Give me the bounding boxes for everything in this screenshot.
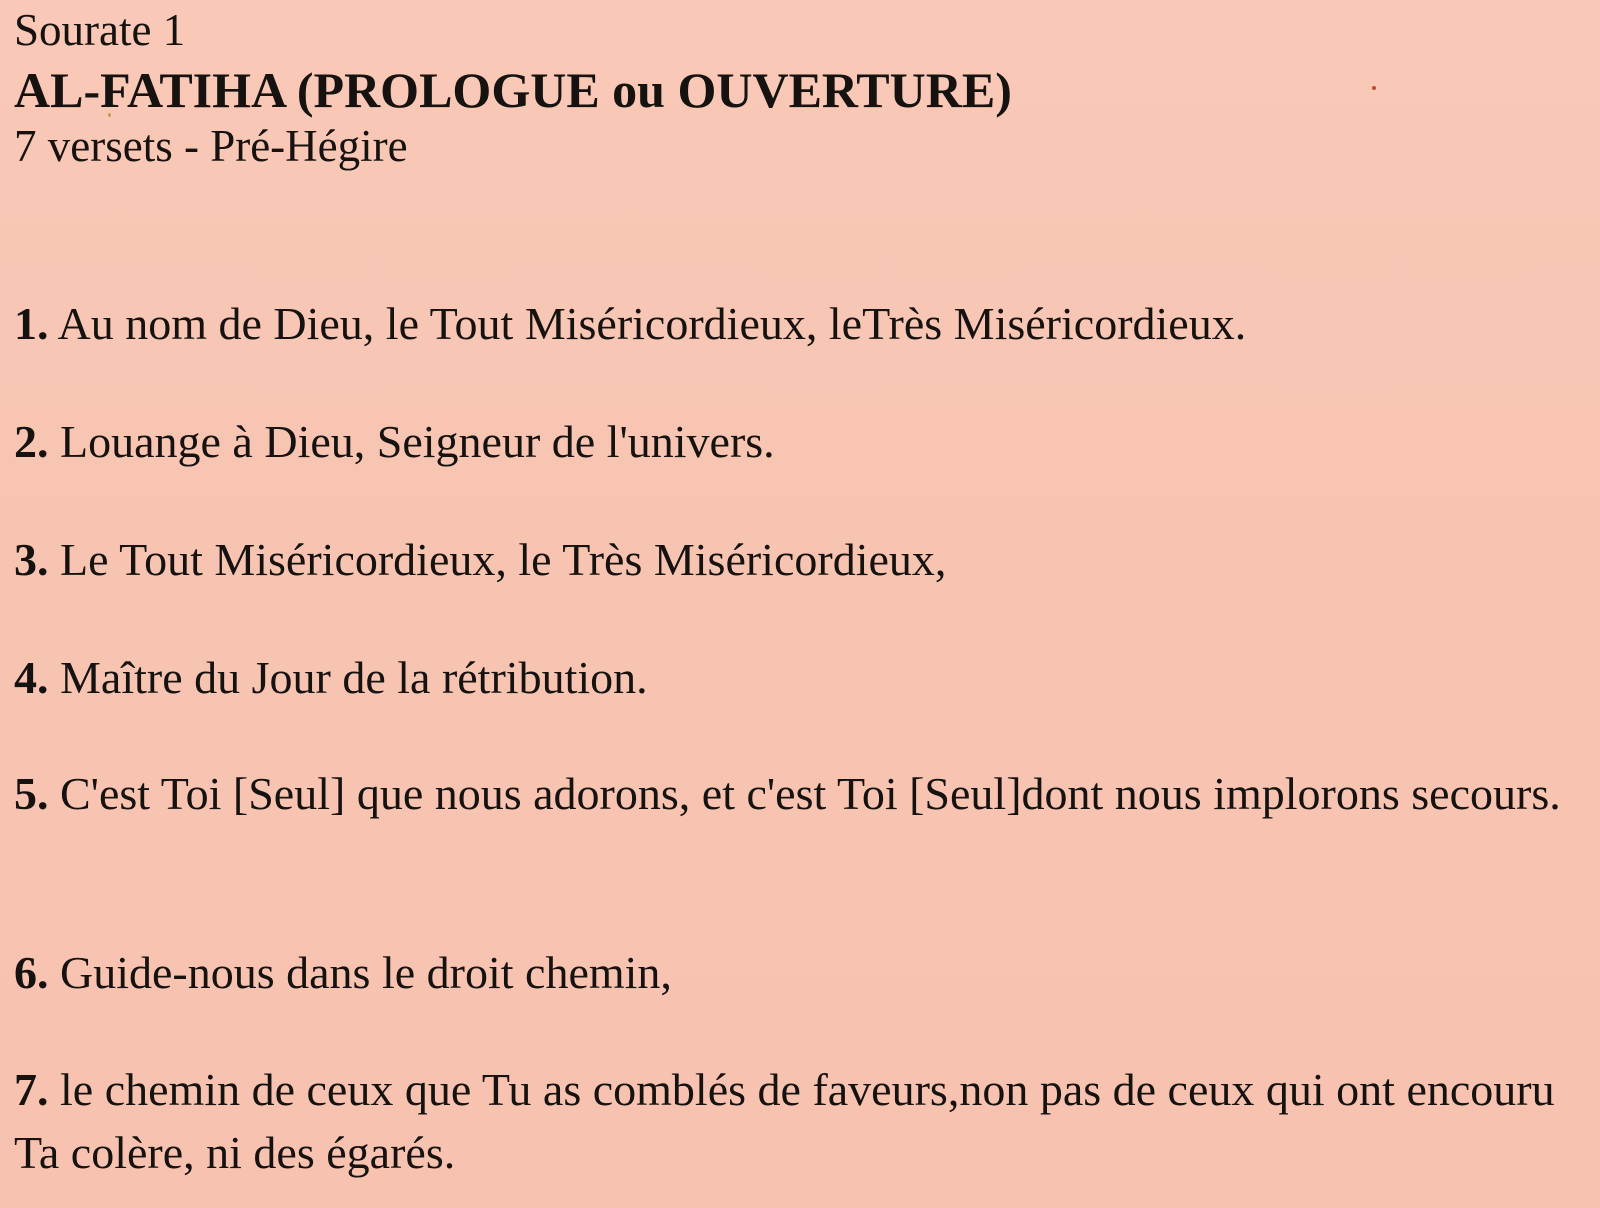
surah-meta: 7 versets - Pré-Hégire — [14, 121, 408, 171]
verse-text: Guide-nous dans le droit chemin, — [60, 947, 672, 998]
verse-number: 7. — [14, 1064, 49, 1115]
verse-number: 2. — [14, 416, 49, 467]
verse-5 — [14, 762, 1594, 825]
verse-3 — [14, 528, 1594, 591]
surah-title: AL-FATIHA (PROLOGUE ou OUVERTURE) — [14, 62, 1012, 118]
verse-2 — [14, 410, 1594, 473]
verse-number: 5. — [14, 768, 49, 819]
verse-1 — [14, 292, 1594, 355]
verse-text: le chemin de ceux que Tu as comblés de faveurs,non pas de ceux qui ont encouru Ta colère, ni des égarés. — [14, 1064, 1555, 1178]
verse-number: 4. — [14, 652, 49, 703]
verse-number: 3. — [14, 534, 49, 585]
verse-4 — [14, 646, 1594, 709]
verse-text: Au nom de Dieu, le Tout Miséricordieux, leTrès Miséricordieux. — [57, 298, 1247, 349]
verse-7 — [14, 1058, 1594, 1184]
verse-text: C'est Toi [Seul] que nous adorons, et c'est Toi [Seul]dont nous implorons secours. — [60, 768, 1561, 819]
verse-text: Louange à Dieu, Seigneur de l'univers. — [60, 416, 775, 467]
surah-label: Sourate 1 — [14, 5, 186, 55]
verse-6 — [14, 941, 1594, 1004]
verse-number: 6. — [14, 947, 49, 998]
verse-text: Le Tout Miséricordieux, le Très Miséricordieux, — [60, 534, 947, 585]
verse-text: Maître du Jour de la rétribution. — [60, 652, 648, 703]
paper-speck — [1372, 86, 1376, 90]
verse-number: 1. — [14, 298, 49, 349]
